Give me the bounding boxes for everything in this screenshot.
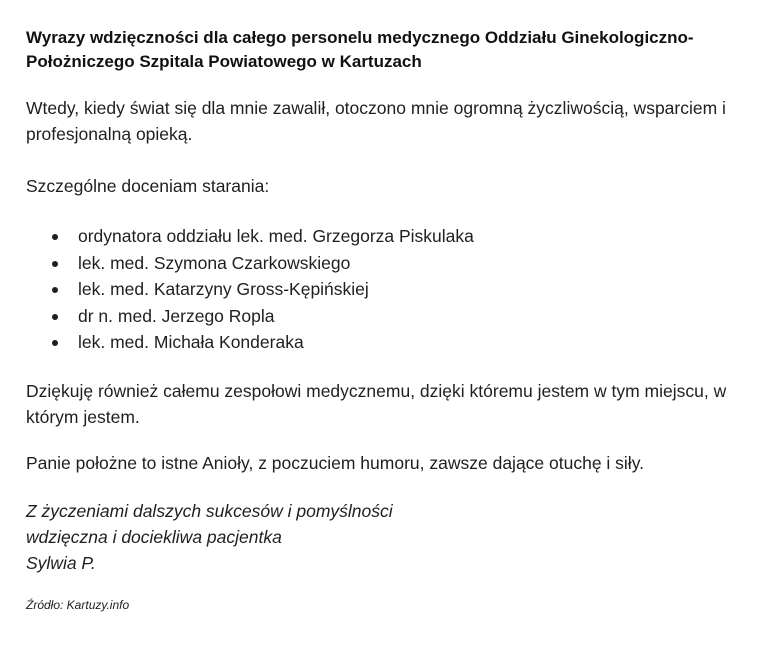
source-attribution: Źródło: Kartuzy.info: [26, 597, 130, 612]
closing-signature-name: Sylwia P.: [26, 552, 96, 573]
closing-signature: [26, 498, 756, 576]
list-item: lek. med. Katarzyny Gross-Kępińskiej: [52, 276, 756, 303]
appreciation-lead: Szczególne doceniam starania:: [26, 176, 270, 196]
list-item: lek. med. Michała Konderaka: [52, 329, 756, 356]
closing-sender-description: wdzięczna i dociekliwa pacjentka: [26, 526, 282, 547]
list-item: lek. med. Szymona Czarkowskiego: [52, 250, 756, 277]
midwives-paragraph: Panie położne to istne Anioły, z poczuciem humoru, zawsze dające otuchę i siły.: [26, 452, 645, 473]
doctor-list: [26, 223, 756, 356]
intro-paragraph: Wtedy, kiedy świat się dla mnie zawalił, otoczono mnie ogromną życzliwością, wsparciem i profesjonalną opieką.: [26, 98, 726, 144]
closing-wishes: Z życzeniami dalszych sukcesów i pomyślności: [26, 500, 393, 521]
list-item: ordynatora oddziału lek. med. Grzegorza Piskulaka: [52, 223, 756, 250]
list-item: dr n. med. Jerzego Ropla: [52, 303, 756, 330]
letter-title: Wyrazy wdzięczności dla całego personelu medycznego Oddziału Ginekologiczno-Położniczego Szpitala Powiatowego w Kartuzach: [26, 28, 694, 71]
thanks-paragraph: Dziękuję również całemu zespołowi medycznemu, dzięki któremu jestem w tym miejscu, w którym jestem.: [26, 380, 727, 427]
